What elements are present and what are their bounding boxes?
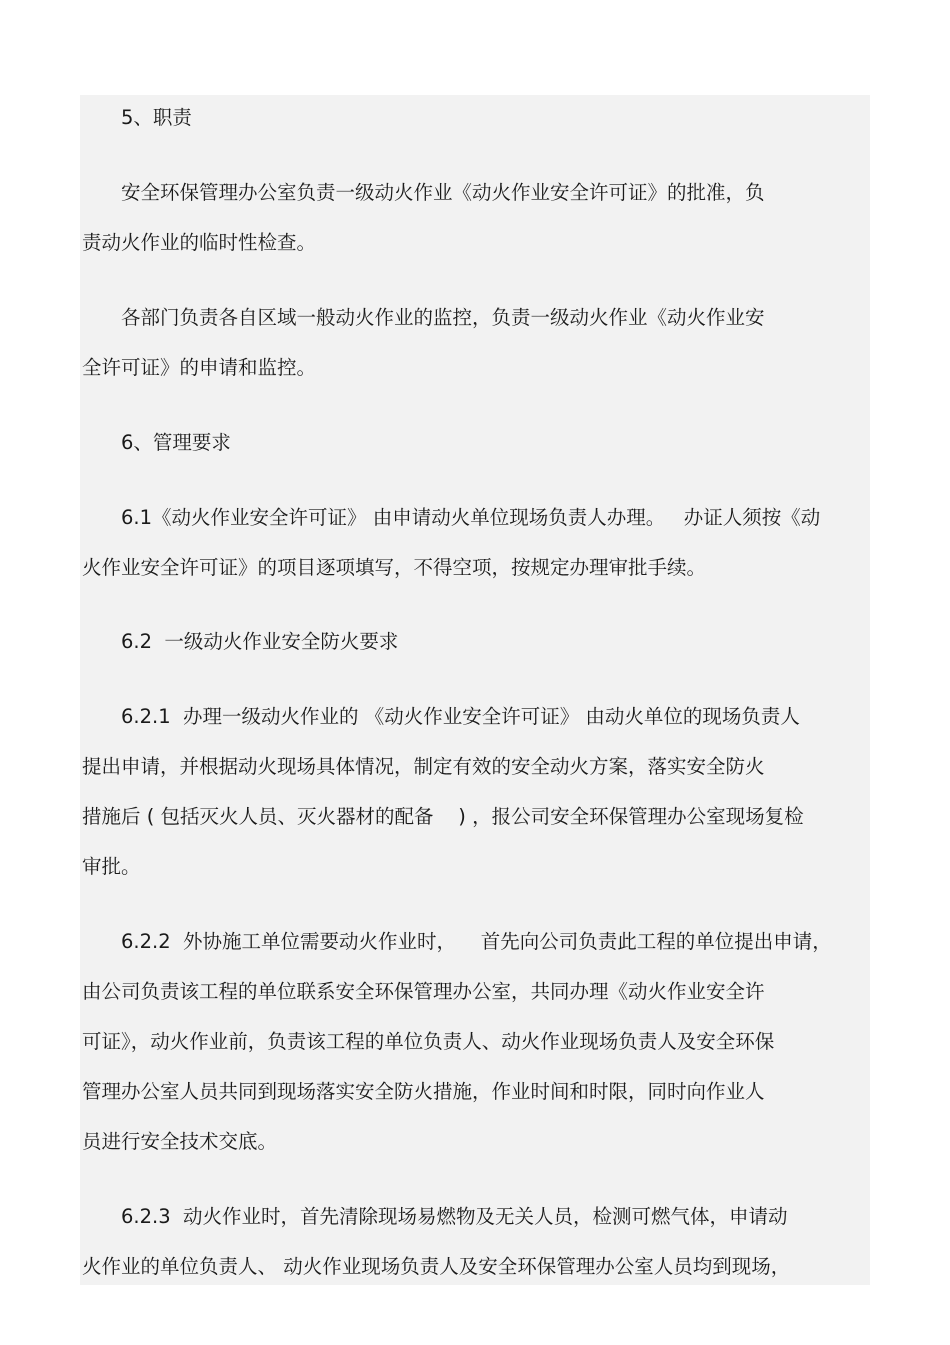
section-6-heading: 6、管理要求 [121, 431, 231, 454]
paragraph-line: 可证》，动火作业前，负责该工程的单位负责人、动火作业现场负责人及安全环保 [82, 1030, 775, 1053]
paragraph-line: 6.2.1 办理一级动火作业的 《动火作业安全许可证》 由动火单位的现场负责人 [121, 705, 800, 728]
paragraph-line: 责动火作业的临时性检查。 [82, 231, 317, 254]
section-5-heading: 5、职责 [121, 106, 192, 129]
paragraph-line: 火作业的单位负责人、 动火作业现场负责人及安全环保管理办公室人员均到现场， [82, 1255, 791, 1278]
paragraph-line: 员进行安全技术交底。 [82, 1130, 278, 1153]
paragraph-line: 措施后 ( 包括灭火人员、灭火器材的配备 ) ，报公司安全环保管理办公室现场复检 [82, 805, 804, 828]
paragraph-line: 提出申请，并根据动火现场具体情况，制定有效的安全动火方案，落实安全防火 [82, 755, 765, 778]
paragraph-line: 审批。 [82, 855, 141, 878]
paragraph-line: 全许可证》的申请和监控。 [82, 356, 317, 379]
document-page [80, 95, 870, 1285]
paragraph-line: 6.2.2 外协施工单位需要动火作业时， 首先向公司负责此工程的单位提出申请， [121, 930, 832, 953]
paragraph-line: 6.1《动火作业安全许可证》 由申请动火单位现场负责人办理。 办证人须按《动 [121, 506, 821, 529]
paragraph-line: 各部门负责各自区域一般动火作业的监控，负责一级动火作业《动火作业安 [121, 306, 765, 329]
paragraph-line: 安全环保管理办公室负责一级动火作业《动火作业安全许可证》的批准，负 [121, 181, 765, 204]
paragraph-line: 由公司负责该工程的单位联系安全环保管理办公室，共同办理《动火作业安全许 [82, 980, 765, 1003]
paragraph-line: 管理办公室人员共同到现场落实安全防火措施，作业时间和时限，同时向作业人 [82, 1080, 765, 1103]
paragraph-line: 6.2.3 动火作业时，首先清除现场易燃物及无关人员，检测可燃气体，申请动 [121, 1205, 788, 1228]
section-6-2-heading: 6.2 一级动火作业安全防火要求 [121, 630, 399, 653]
paragraph-line: 火作业安全许可证》的项目逐项填写，不得空项，按规定办理审批手续。 [82, 556, 707, 579]
